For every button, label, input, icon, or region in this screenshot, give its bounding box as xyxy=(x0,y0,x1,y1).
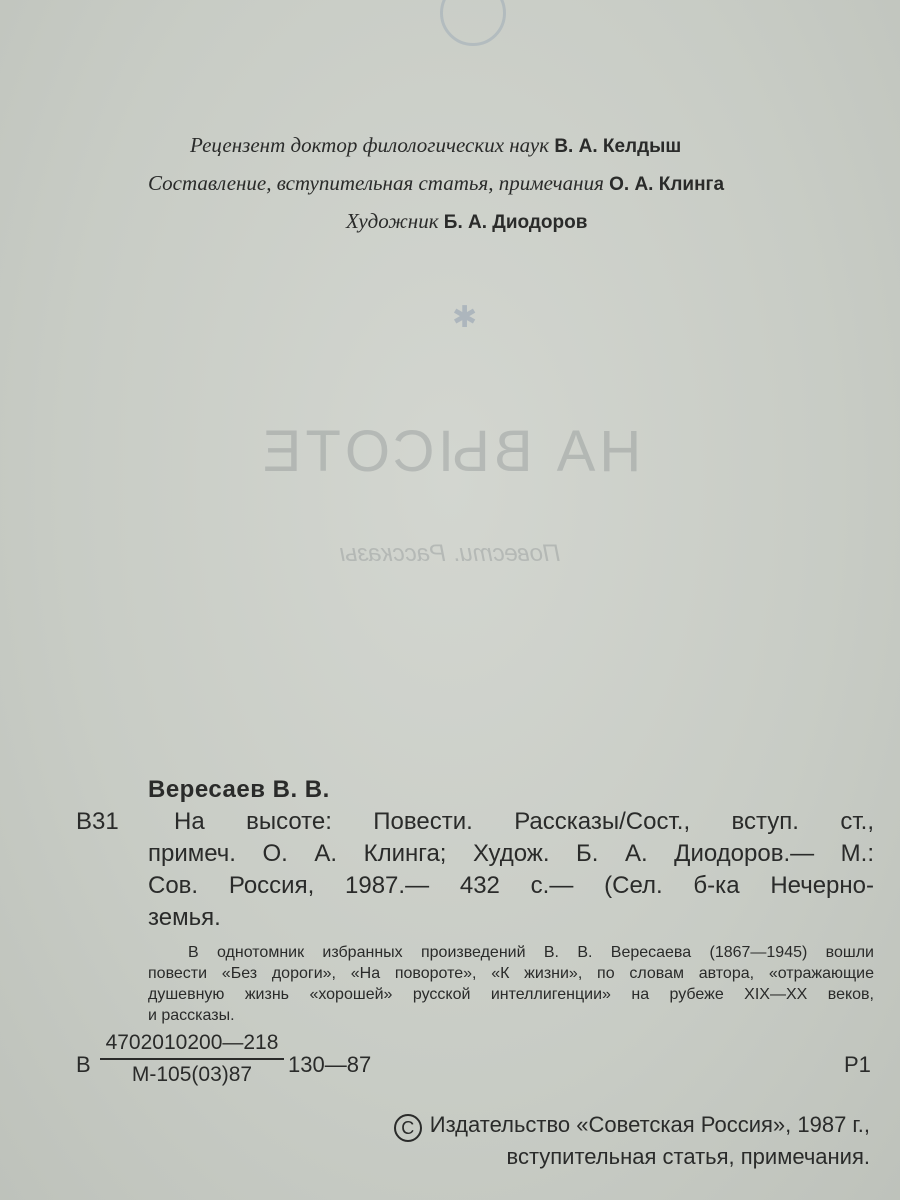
credit-compiler xyxy=(148,170,724,198)
credit-reviewer xyxy=(190,132,681,160)
index-fraction xyxy=(100,1030,284,1088)
bleed-through-emblem xyxy=(440,0,506,46)
bleed-through-title: НА ВЫСОТЕ xyxy=(258,419,642,484)
bibliographic-description xyxy=(148,806,874,934)
copyright-block xyxy=(394,1110,870,1172)
bib-line: На высоте: Повести. Рассказы/Сост., вступ. ст., xyxy=(174,808,874,835)
index-letter: В xyxy=(76,1052,91,1077)
fraction-bar xyxy=(100,1058,284,1060)
copyright-text-2: вступительная статья, примечания. xyxy=(506,1144,870,1169)
fraction-numerator: 4702010200—218 xyxy=(105,1031,279,1054)
bib-line: примеч. О. А. Клинга; Худож. Б. А. Диодоров.— М.: xyxy=(148,840,874,867)
credit-role: Рецензент доктор филологических наук xyxy=(190,133,550,157)
credit-name: О. А. Клинга xyxy=(609,174,725,195)
bleed-through-star-ornament: ✱ xyxy=(452,300,478,335)
annotation-line: душевную жизнь «хорошей» русской интеллигенции» на рубеже XIX—XX веков, xyxy=(148,986,874,1003)
bbk-code: Р1 xyxy=(844,1052,871,1077)
credit-name: Б. А. Диодоров xyxy=(443,212,588,233)
credit-role: Художник xyxy=(346,209,439,233)
bib-line: земья. xyxy=(148,904,221,931)
copyright-text-1: Издательство «Советская Россия», 1987 г., xyxy=(429,1112,870,1137)
annotation-line: повести «Без дороги», «На повороте», «К жизни», по словам автора, «отражающие xyxy=(148,965,874,982)
annotation-line: и рассказы. xyxy=(148,1007,235,1024)
bib-line: Сов. Россия, 1987.— 432 с.— (Сел. б-ка Нечерно- xyxy=(148,872,874,899)
copyright-line-1 xyxy=(394,1110,870,1142)
credit-role: Составление, вступительная статья, примечания xyxy=(148,171,604,195)
catalog-author-code: В31 xyxy=(76,808,119,835)
annotation-line: В однотомник избранных произведений В. В. Вересаева (1867—1945) вошли xyxy=(188,944,874,961)
credit-artist xyxy=(346,208,587,236)
order-number: 130—87 xyxy=(288,1052,372,1077)
bleed-through-subtitle: Повести. Рассказы xyxy=(339,540,561,567)
credit-name: В. А. Келдыш xyxy=(554,136,682,157)
catalog-author: Вересаев В. В. xyxy=(148,776,330,803)
annotation xyxy=(148,942,874,1026)
copyright-symbol: С xyxy=(394,1114,422,1142)
fraction-denominator: М-105(03)87 xyxy=(131,1063,253,1086)
